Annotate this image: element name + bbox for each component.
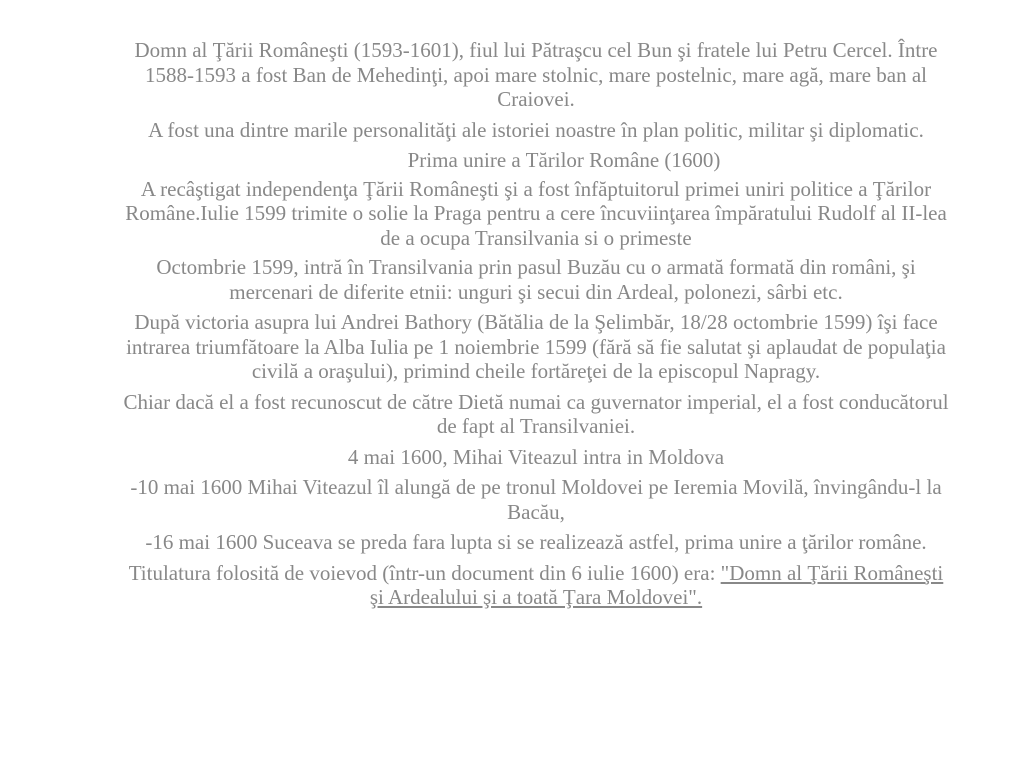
- title-paragraph: [120, 561, 952, 610]
- moldova-entry-paragraph: 4 mai 1600, Mihai Viteazul intra in Moldova: [347, 444, 725, 469]
- intro-paragraph: Domn al Ţării Româneşti (1593-1601), fiul lui Pătraşcu cel Bun şi fratele lui Petru Cercel. Între 1588-1593 a fost Ban de Mehedinţi, apoi mare stolnic, mare postelnic, mare agă, mare ban al Craiovei.: [134, 38, 938, 111]
- personality-paragraph: A fost una dintre marile personalităţi ale istoriei noastre în plan politic, militar şi diplomatic.: [148, 117, 924, 142]
- section-heading: Prima unire a Tărilor Române (1600): [407, 148, 721, 172]
- independence-paragraph: A recâştigat independenţa Ţării Româneşti şi a fost înfăptuitorul primei uniri politice a Ţărilor Române.Iulie 1599 trimite o solie la Praga pentru a cere încuviinţarea împăratului Rudolf al II-lea de a ocupa Transilvania si o primeste: [125, 176, 947, 250]
- title-quote-link[interactable]: "Domn al Ţării Româneşti şi Ardealului şi a toată Ţara Moldovei".: [369, 560, 944, 609]
- movila-paragraph: -10 mai 1600 Mihai Viteazul îl alungă de pe tronul Moldovei pe Ieremia Movilă, învingându-l la Bacău,: [130, 475, 942, 524]
- october-paragraph: Octombrie 1599, intră în Transilvania prin pasul Buzău cu o armată formată din români, şi mercenari de diferite etnii: unguri şi secui din Ardeal, polonezi, sârbi etc.: [156, 255, 916, 304]
- title-paragraph-text: Titulatura folosită de voievod (într-un document din 6 iulie 1600) era:: [128, 560, 721, 585]
- victory-paragraph: După victoria asupra lui Andrei Bathory (Bătălia de la Şelimbăr, 18/28 octombrie 1599) îşi face intrarea triumfătoare la Alba Iulia pe 1 noiembrie 1599 (fără să fie salutat şi aplaudat de populaţia civilă a oraşului), primind cheile fortăreţei de la episcopul Napragy.: [126, 310, 946, 383]
- document-body: [120, 38, 952, 616]
- suceava-paragraph: -16 mai 1600 Suceava se preda fara lupta si se realizează astfel, prima unire a ţărilor române.: [145, 530, 927, 554]
- governor-paragraph: Chiar dacă el a fost recunoscut de către Dietă numai ca guvernator imperial, el a fost conducătorul de fapt al Transilvaniei.: [123, 389, 949, 438]
